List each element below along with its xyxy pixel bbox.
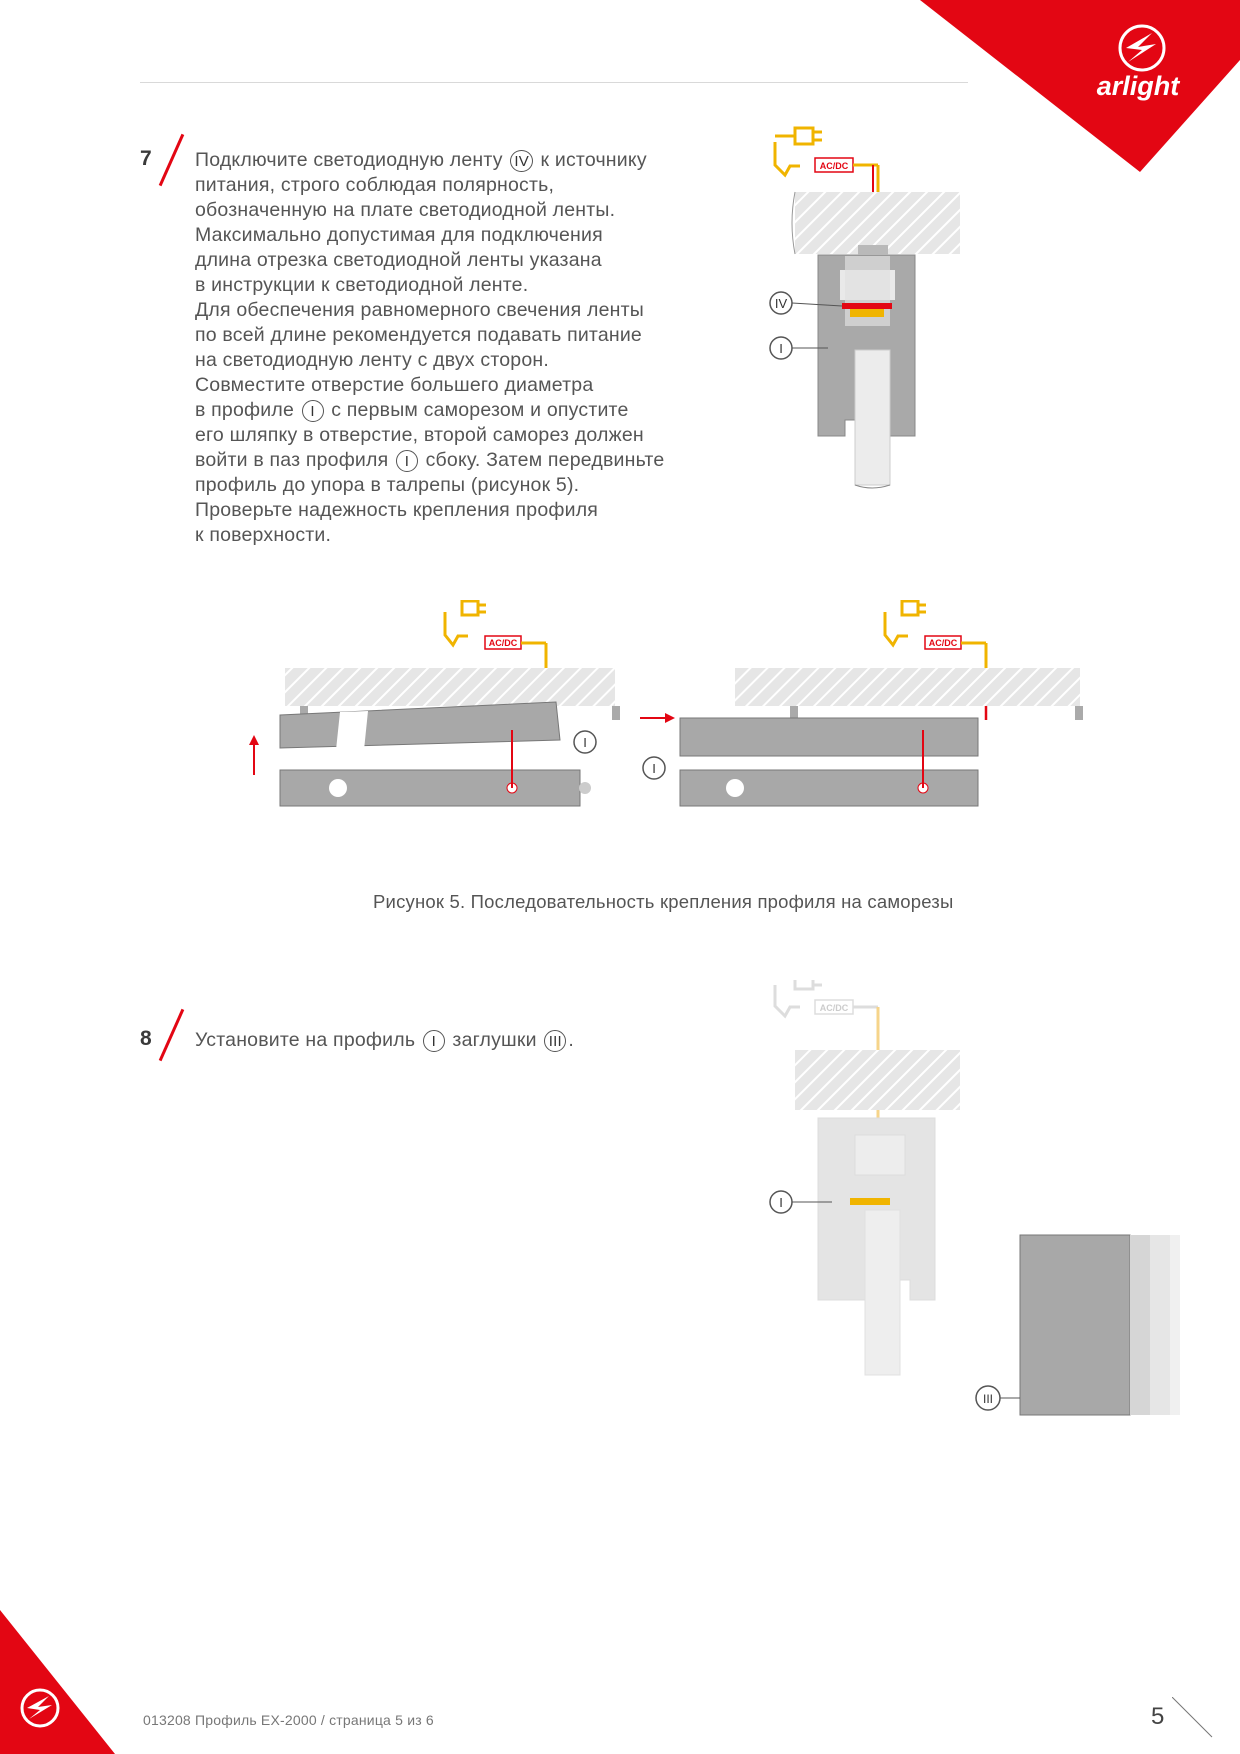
text-span: Для обеспечения равномерного свечения ленты <box>195 299 644 321</box>
stage-2 <box>640 601 1083 806</box>
part-ref-badge: I <box>423 1030 445 1052</box>
text-span: . <box>568 1029 574 1051</box>
part-ref-badge: IV <box>510 150 533 172</box>
text-line <box>195 373 715 398</box>
figure-5-caption: Рисунок 5. Последовательность крепления профиля на саморезы <box>373 891 954 912</box>
ac-dc-label: AC/DC <box>488 638 518 648</box>
text-line <box>195 173 715 198</box>
text-line <box>195 423 715 448</box>
text-span: обозначенную на плате светодиодной ленты. <box>195 199 616 221</box>
text-line <box>195 198 715 223</box>
text-span: с первым саморезом и опустите <box>325 399 629 421</box>
text-line <box>195 448 715 473</box>
text-span: длина отрезка светодиодной ленты указана <box>195 249 602 271</box>
end-cap-diagram <box>760 980 1180 1440</box>
stage-1 <box>249 601 620 806</box>
step-8-slash <box>159 1009 185 1061</box>
text-span: по всей длине рекомендуется подавать питание <box>195 324 642 346</box>
text-span: питания, строго соблюдая полярность, <box>195 174 555 196</box>
text-line <box>195 523 715 548</box>
text-line <box>195 1028 615 1053</box>
text-line <box>195 273 715 298</box>
ceiling <box>795 192 960 254</box>
text-line <box>195 223 715 248</box>
text-line <box>195 248 715 273</box>
text-line <box>195 148 715 173</box>
step-8-text <box>195 1028 615 1053</box>
text-line <box>195 398 715 423</box>
step-8-number: 8 <box>140 1027 152 1050</box>
header-rule <box>140 82 968 83</box>
text-span: его шляпку в отверстие, второй саморез должен <box>195 424 644 446</box>
text-span: в инструкции к светодиодной ленте. <box>195 274 529 296</box>
label-i: I <box>652 761 656 776</box>
text-line <box>195 323 715 348</box>
text-span: к источнику <box>534 149 647 171</box>
text-line <box>195 473 715 498</box>
text-span: к поверхности. <box>195 524 332 546</box>
end-cap <box>1020 1235 1130 1415</box>
text-span: Подключите светодиодную ленту <box>195 149 509 171</box>
text-line <box>195 348 715 373</box>
figure-5-diagram <box>240 600 1120 860</box>
text-span: сбоку. Затем передвиньте <box>419 449 665 471</box>
step-7-slash <box>159 134 185 186</box>
label-i: I <box>779 341 783 356</box>
logo-text: arlight <box>1096 71 1180 101</box>
text-line <box>195 498 715 523</box>
text-span: профиль до упора в талрепы (рисунок 5). <box>195 474 580 496</box>
page-corner-line <box>1172 1697 1217 1742</box>
step-7-number: 7 <box>140 147 152 170</box>
text-span: заглушки <box>446 1029 543 1051</box>
ac-dc-label: AC/DC <box>819 1003 849 1013</box>
text-span: войти в паз профиля <box>195 449 394 471</box>
page-number: 5 <box>1151 1703 1165 1730</box>
plug-icon <box>885 601 926 645</box>
text-span: в профиле <box>195 399 300 421</box>
part-ref-badge: I <box>396 450 418 472</box>
cross-section-diagram <box>760 120 960 550</box>
part-ref-badge: I <box>302 400 324 422</box>
ac-dc-label: AC/DC <box>928 638 958 648</box>
brand-corner-bottom <box>0 1610 130 1754</box>
text-span: Совместите отверстие большего диаметра <box>195 374 594 396</box>
text-line <box>195 298 715 323</box>
part-ref-badge: III <box>544 1030 566 1052</box>
plug-icon <box>445 601 486 645</box>
text-span: Максимально допустимая для подключения <box>195 224 603 246</box>
text-span: на светодиодную ленту с двух сторон. <box>195 349 549 371</box>
ac-dc-label: AC/DC <box>819 161 849 171</box>
text-span: Проверьте надежность крепления профиля <box>195 499 599 521</box>
step-7-text <box>195 148 715 548</box>
label-i: I <box>583 735 587 750</box>
label-iv: IV <box>774 296 788 311</box>
label-i: I <box>779 1195 783 1210</box>
brand-corner <box>920 0 1240 175</box>
footer-doc-info: 013208 Профиль EX-2000 / страница 5 из 6 <box>143 1712 434 1728</box>
label-iii: III <box>982 1392 994 1406</box>
text-span: Установите на профиль <box>195 1029 421 1051</box>
